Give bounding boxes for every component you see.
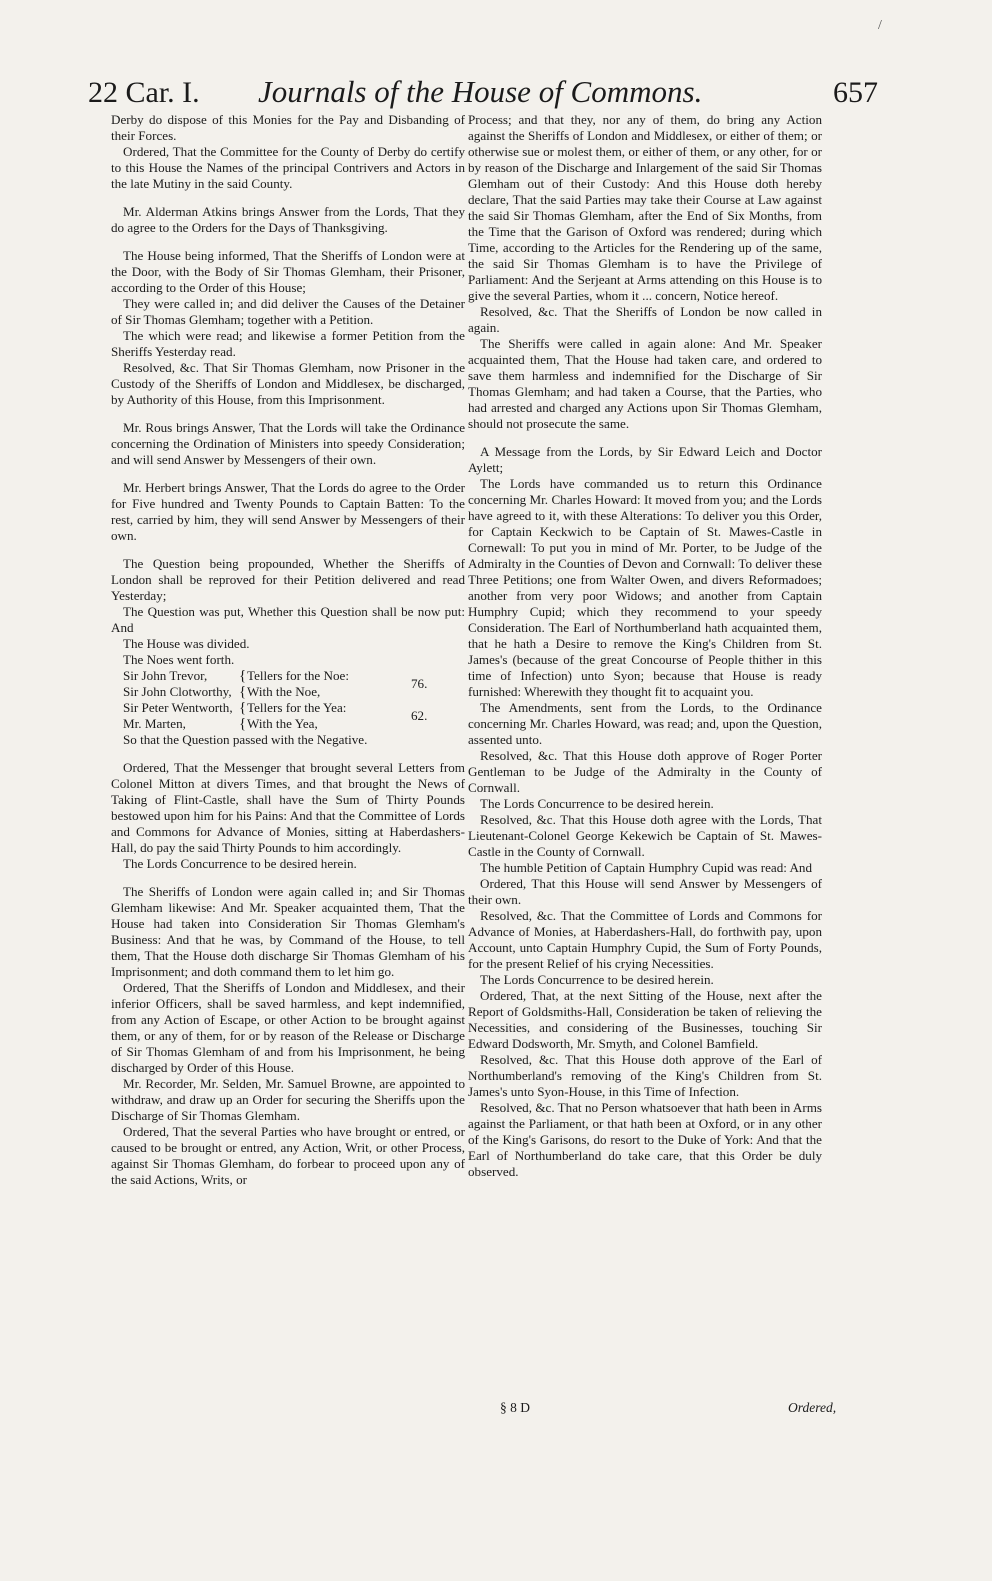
paragraph: Mr. Alderman Atkins brings Answer from the Lords, That they do agree to the Orders for the Days of Thanksgiving.	[111, 204, 465, 235]
paragraph: Derby do dispose of this Monies for the Pay and Disbanding of their Forces.	[111, 112, 465, 143]
paragraph: The Sheriffs were called in again alone: And Mr. Speaker acquainted them, That the House had taken care, and ordered to save them harmless and indemnified for the Discharge of Sir Thomas Glemham; and had taken a Course, that the Parties, who had arrested and charged any Actions upon Sir Thomas Glemham, should not prosecute the same.	[468, 336, 822, 431]
paragraph: The Amendments, sent from the Lords, to the Ordinance concerning Mr. Charles Howard, was read; and, upon the Question, assented unto.	[468, 700, 822, 747]
catchword: Ordered,	[788, 1400, 837, 1415]
paragraph: Resolved, &c. That this House doth approve of Roger Porter Gentleman to be Judge of the Admiralty in the County of Cornwall.	[468, 748, 822, 795]
paragraph: So that the Question passed with the Negative.	[123, 732, 368, 747]
paragraph: The House was divided.	[123, 636, 250, 651]
paragraph: The which were read; and likewise a former Petition from the Sheriffs Yesterday read.	[111, 328, 465, 359]
tellers-block	[111, 668, 465, 732]
paragraph: The House being informed, That the Sheriffs of London were at the Door, with the Body of Sir Thomas Glemham, their Prisoner, according to the Order of this House;	[111, 248, 465, 295]
teller-row	[111, 684, 465, 700]
teller-role: Tellers for the Noe:	[247, 668, 349, 683]
paragraph: Resolved, &c. That no Person whatsoever that hath been in Arms against the Parliament, or that hath been at Oxford, or in any other of the King's Garisons, do resort to the Duke of York: And that the Earl of Northumberland do take care, that this Order be duly observed.	[468, 1100, 822, 1179]
paragraph: The Sheriffs of London were again called in; and Sir Thomas Glemham likewise: And Mr. Speaker acquainted them, That the House had taken into Consideration Sir Thomas Glemham's Business: And that he was, by Command of the House, to tell them, That the House doth discharge Sir Thomas Glemham of his Imprisonment; and doth command them to let him go.	[111, 884, 465, 979]
paragraph: The Lords Concurrence to be desired herein.	[480, 972, 714, 987]
page-header	[88, 70, 878, 114]
paragraph: Ordered, That this House will send Answer by Messengers of their own.	[468, 876, 822, 907]
paragraph: Mr. Rous brings Answer, That the Lords will take the Ordinance concerning the Ordination of Ministers into speedy Consideration; and will send Answer by Messengers of their own.	[111, 420, 465, 467]
teller-row	[111, 668, 465, 691]
paragraph: The humble Petition of Captain Humphry Cupid was read: And	[480, 860, 813, 875]
paragraph: Resolved, &c. That this House doth agree with the Lords, That Lieutenant-Colonel George Kekewich be Captain of St. Mawes-Castle in the County of Cornwall.	[468, 812, 822, 859]
teller-role: With the Yea,	[247, 716, 318, 731]
paragraph: A Message from the Lords, by Sir Edward Leich and Doctor Aylett;	[468, 444, 822, 475]
paragraph: The Noes went forth.	[123, 652, 235, 667]
brace-glyph: {	[239, 700, 247, 716]
paragraph: They were called in; and did deliver the Causes of the Detainer of Sir Thomas Glemham; together with a Petition.	[111, 296, 465, 327]
paragraph: Ordered, That, at the next Sitting of the House, next after the Report of Goldsmiths-Hall, Consideration be taken of relieving the Necessities, and considering of the Businesses, touching Sir Edward Dodsworth, Mr. Smyth, and Colonel Bamfield.	[468, 988, 822, 1051]
paragraph: The Lords have commanded us to return this Ordinance concerning Mr. Charles Howard: It moved from you; and the Lords have agreed to it, with these Alterations: To deliver you this Order, for Captain Keckwich to be Captain of St. Mawes-Castle in Cornewall: To put you in mind of Mr. Porter, to be Judge of the Admiralty in the Counties of Devon and Cornwall: To deliver these Three Petitions; one from Walter Owen, and divers Reformadoes; another from very poor Widows; and another from Captain Humphry Cupid; which they recommend to your speedy Consideration. The Earl of Northumberland hath acquainted them, that he hath a Desire to remove the King's Children from St. James's (because of the great Concourse of People thither in this time of Infection) unto Syon; because that House is ready furnished: Wherewith they thought fit to acquaint you.	[468, 476, 822, 699]
paragraph: Resolved, &c. That the Sheriffs of London be now called in again.	[468, 304, 822, 335]
brace-glyph: {	[239, 684, 247, 700]
teller-row	[111, 700, 465, 723]
paragraph: Mr. Recorder, Mr. Selden, Mr. Samuel Browne, are appointed to withdraw, and draw up an Order for securing the Sheriffs upon the Discharge of Sir Thomas Glemham.	[111, 1076, 465, 1123]
signature-mark: § 8 D	[500, 1400, 530, 1415]
paragraph: Ordered, That the Messenger that brought several Letters from Colonel Mitton at divers Times, and that brought the News of Taking of Flint-Castle, shall have the Sum of Thirty Pounds bestowed upon him for his Pains: And that the Committee of Lords and Commons for Advance of Monies, sitting at Haberdashers-Hall, do pay the said Thirty Pounds to him accordingly.	[111, 760, 465, 855]
right-column	[468, 112, 822, 1180]
teller-name: Sir John Clotworthy,	[123, 684, 232, 699]
paragraph: Resolved, &c. That Sir Thomas Glemham, now Prisoner in the Custody of the Sheriffs of London and Middlesex, be discharged, by Authority of this House, from this Imprisonment.	[111, 360, 465, 407]
teller-row	[111, 716, 465, 732]
teller-name: Mr. Marten,	[123, 716, 186, 731]
brace-glyph: {	[239, 668, 247, 684]
paragraph: Resolved, &c. That the Committee of Lords and Commons for Advance of Monies, at Haberdashers-Hall, do forthwith pay, upon Account, unto Captain Humphry Cupid, the Sum of Forty Pounds, for the present Relief of his crying Necessities.	[468, 908, 822, 971]
teller-name: Sir John Trevor,	[123, 668, 208, 683]
teller-name: Sir Peter Wentworth,	[123, 700, 233, 715]
left-column	[111, 112, 465, 1188]
brace-glyph: {	[239, 716, 247, 732]
noes-count: 76.	[411, 676, 428, 691]
page-number: 657	[833, 76, 878, 109]
paragraph: Process; and that they, nor any of them, do bring any Action against the Sheriffs of London and Middlesex, or either of them; or otherwise sue or molest them, or either of them, or any other, for or by reason of the Discharge and Inlargement of the said Sir Thomas Glemham out of their Custody: And this House doth hereby declare, That the said Parties may take their Course at Law against the said Sir Thomas Glemham, after the End of Six Months, from the Time that the Garison of Oxford was rendered; during which Time, according to the Articles for the Rendering up of the same, the said Sir Thomas Glemham is to have the Privilege of Parliament: And the Serjeant at Arms attending on this House is to give the several Parties, whom it ... concern, Notice hereof.	[468, 112, 822, 303]
paragraph: The Lords Concurrence to be desired herein.	[480, 796, 714, 811]
paragraph: Ordered, That the Sheriffs of London and Middlesex, and their inferior Officers, shall be saved harmless, and kept indemnified, from any Action of Escape, or other Action to be brought against them, or any of them, for or by reason of the Release or Discharge of Sir Thomas Glemham of and from his Imprisonment, he being discharged by Order of this House.	[111, 980, 465, 1075]
teller-role: With the Noe,	[247, 684, 321, 699]
yeas-count: 62.	[411, 708, 428, 723]
paragraph: Resolved, &c. That this House doth approve of the Earl of Northumberland's removing of the King's Children from St. James's unto Syon-House, in this Time of Infection.	[468, 1052, 822, 1099]
paragraph: The Lords Concurrence to be desired herein.	[123, 856, 357, 871]
paragraph: Mr. Herbert brings Answer, That the Lords do agree to the Order for Five hundred and Twenty Pounds to Captain Batten: To the rest, carried by him, they will send Answer by Messengers of their own.	[111, 480, 465, 543]
margin-tick-mark: /	[878, 18, 882, 33]
paragraph: The Question was put, Whether this Question shall be now put: And	[111, 604, 465, 635]
paragraph: Ordered, That the Committee for the County of Derby do certify to this House the Names of the principal Contrivers and Actors in the late Mutiny in the said County.	[111, 144, 465, 191]
running-title: Journals of the House of Commons.	[258, 74, 703, 109]
paragraph: Ordered, That the several Parties who have brought or entred, or caused to be brought or entred, any Action, Writ, or other Process, against Sir Thomas Glemham, do forbear to proceed upon any of the said Actions, Writs, or	[111, 1124, 465, 1187]
teller-role: Tellers for the Yea:	[247, 700, 347, 715]
regnal-year: 22 Car. I.	[88, 76, 200, 109]
paragraph: The Question being propounded, Whether the Sheriffs of London shall be reproved for their Petition delivered and read Yesterday;	[111, 556, 465, 603]
